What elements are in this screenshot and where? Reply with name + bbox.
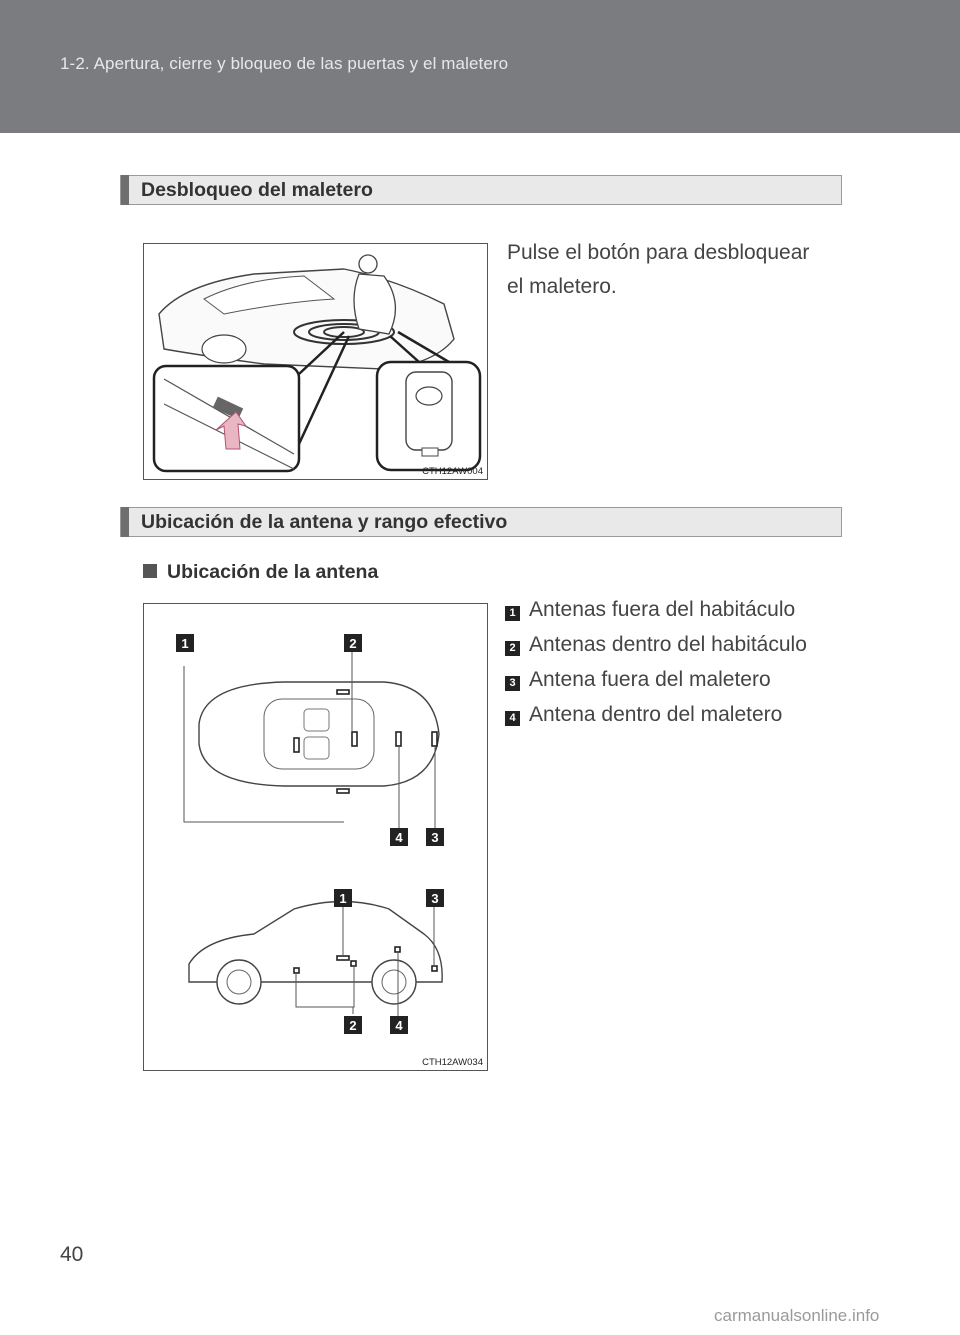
legend-label: Antena fuera del maletero — [529, 668, 771, 691]
section-heading-trunk-unlock — [120, 175, 842, 205]
svg-text:4: 4 — [395, 830, 403, 845]
svg-text:1: 1 — [339, 891, 347, 906]
description-line-1: Pulse el botón para desbloquear — [507, 241, 810, 264]
figure-code: CTH12AW004 — [422, 466, 483, 477]
description-line-2: el maletero. — [507, 275, 617, 298]
heading-accent-bar — [121, 175, 129, 205]
section1-description — [507, 236, 809, 304]
car-antenna-diagram — [144, 604, 487, 1070]
trunk-unlock-illustration — [143, 243, 488, 480]
svg-text:2: 2 — [349, 1018, 357, 1033]
heading-accent-bar — [121, 507, 129, 537]
section-heading-antenna — [120, 507, 842, 537]
svg-text:4: 4 — [395, 1018, 403, 1033]
subsection-label: Ubicación de la antena — [167, 561, 379, 583]
subsection-title — [143, 561, 378, 584]
section-title: Ubicación de la antena y rango efectivo — [141, 511, 508, 533]
svg-text:3: 3 — [431, 891, 439, 906]
page-number: 40 — [60, 1243, 84, 1266]
legend-label: Antena dentro del maletero — [529, 703, 783, 726]
svg-text:3: 3 — [431, 830, 439, 845]
legend-number-badge: 1 — [505, 606, 520, 621]
legend-number-badge: 4 — [505, 711, 520, 726]
svg-text:1: 1 — [181, 636, 189, 651]
legend-label: Antenas fuera del habitáculo — [529, 598, 796, 621]
section-title: Desbloqueo del maletero — [141, 179, 373, 201]
legend-number-badge: 2 — [505, 641, 520, 656]
chapter-title: 1-2. Apertura, cierre y bloqueo de las puertas y el maletero — [60, 54, 509, 73]
svg-text:2: 2 — [349, 636, 357, 651]
legend-number-badge: 3 — [505, 676, 520, 691]
figure-code: CTH12AW034 — [422, 1057, 483, 1068]
page-header — [0, 0, 960, 133]
square-bullet-icon — [143, 564, 157, 578]
antenna-location-illustration — [143, 603, 488, 1071]
watermark-link[interactable]: carmanualsonline.info — [714, 1306, 880, 1325]
car-rear-key-drawing — [144, 244, 487, 479]
legend-label: Antenas dentro del habitáculo — [529, 633, 807, 656]
